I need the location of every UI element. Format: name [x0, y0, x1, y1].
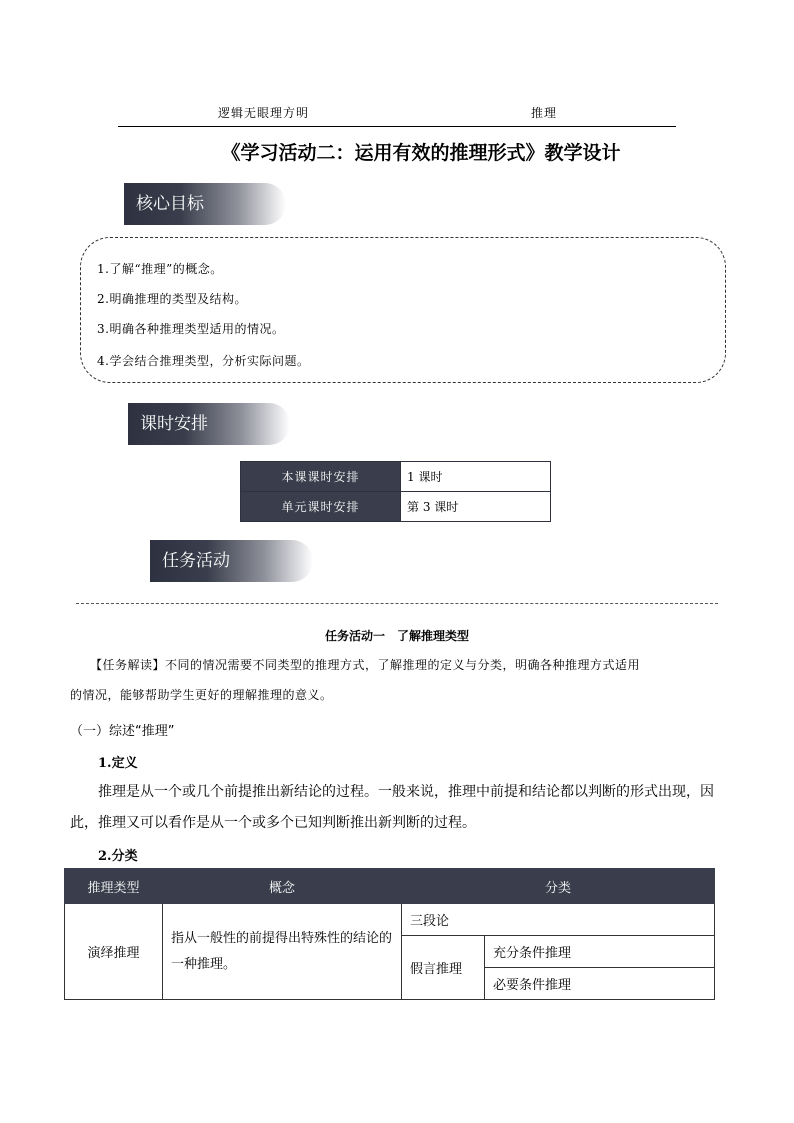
- table-row: [65, 904, 715, 936]
- table-header-row: [65, 869, 715, 904]
- table-row: [241, 462, 551, 492]
- page-title: 《学习活动二：运用有效的推理形式》教学设计: [221, 142, 621, 164]
- task-title: 任务活动一 了解推理类型: [324, 629, 469, 643]
- section-banner-goals: 核心目标: [124, 183, 286, 225]
- classification-table: [64, 868, 715, 1000]
- concept-cell: 指从一般性的前提得出特殊性的结论的一种推理。: [163, 904, 402, 1000]
- reasoning-type-cell: 演绎推理: [65, 904, 163, 1000]
- schedule-label: 本课课时安排: [241, 462, 401, 492]
- header-right: 推理: [531, 106, 558, 120]
- table-row: [241, 492, 551, 522]
- goal-item: 1.了解“推理”的概念。: [97, 262, 223, 276]
- definition-line: 此，推理又可以看作是从一个或多个已知判断推出新判断的过程。: [70, 815, 476, 831]
- subtype-cell: 必要条件推理: [485, 968, 715, 1000]
- dashed-divider: [76, 603, 718, 604]
- schedule-value: 1 课时: [401, 462, 551, 492]
- task-interpretation-line: 【任务解读】不同的情况需要不同类型的推理方式，了解推理的定义与分类，明确各种推理方式适用: [90, 658, 641, 672]
- schedule-table: [240, 461, 551, 522]
- subsection-heading: （一）综述“推理”: [70, 724, 175, 739]
- header-left: 逻辑无眼理方明: [218, 106, 310, 120]
- definition-line: 推理是从一个或几个前提推出新结论的过程。一般来说，推理中前提和结论都以判断的形式出现，因: [98, 784, 714, 800]
- subtype-cell: 三段论: [402, 904, 715, 936]
- column-header: 推理类型: [65, 869, 163, 904]
- section-banner-schedule: 课时安排: [128, 403, 290, 445]
- task-interpretation-line: 的情况，能够帮助学生更好的理解推理的意义。: [70, 688, 333, 702]
- section-banner-tasks: 任务活动: [150, 540, 313, 582]
- subtype-cell: 假言推理: [402, 936, 485, 1000]
- classification-heading: 2.分类: [98, 849, 138, 864]
- schedule-value: 第 3 课时: [401, 492, 551, 522]
- goal-item: 2.明确推理的类型及结构。: [97, 292, 247, 306]
- column-header: 分类: [402, 869, 715, 904]
- subtype-cell: 充分条件推理: [485, 936, 715, 968]
- header-divider: [118, 126, 676, 127]
- column-header: 概念: [163, 869, 402, 904]
- definition-heading: 1.定义: [98, 756, 138, 771]
- schedule-label: 单元课时安排: [241, 492, 401, 522]
- goal-item: 3.明确各种推理类型适用的情况。: [97, 322, 285, 336]
- goal-item: 4.学会结合推理类型，分析实际问题。: [97, 354, 310, 368]
